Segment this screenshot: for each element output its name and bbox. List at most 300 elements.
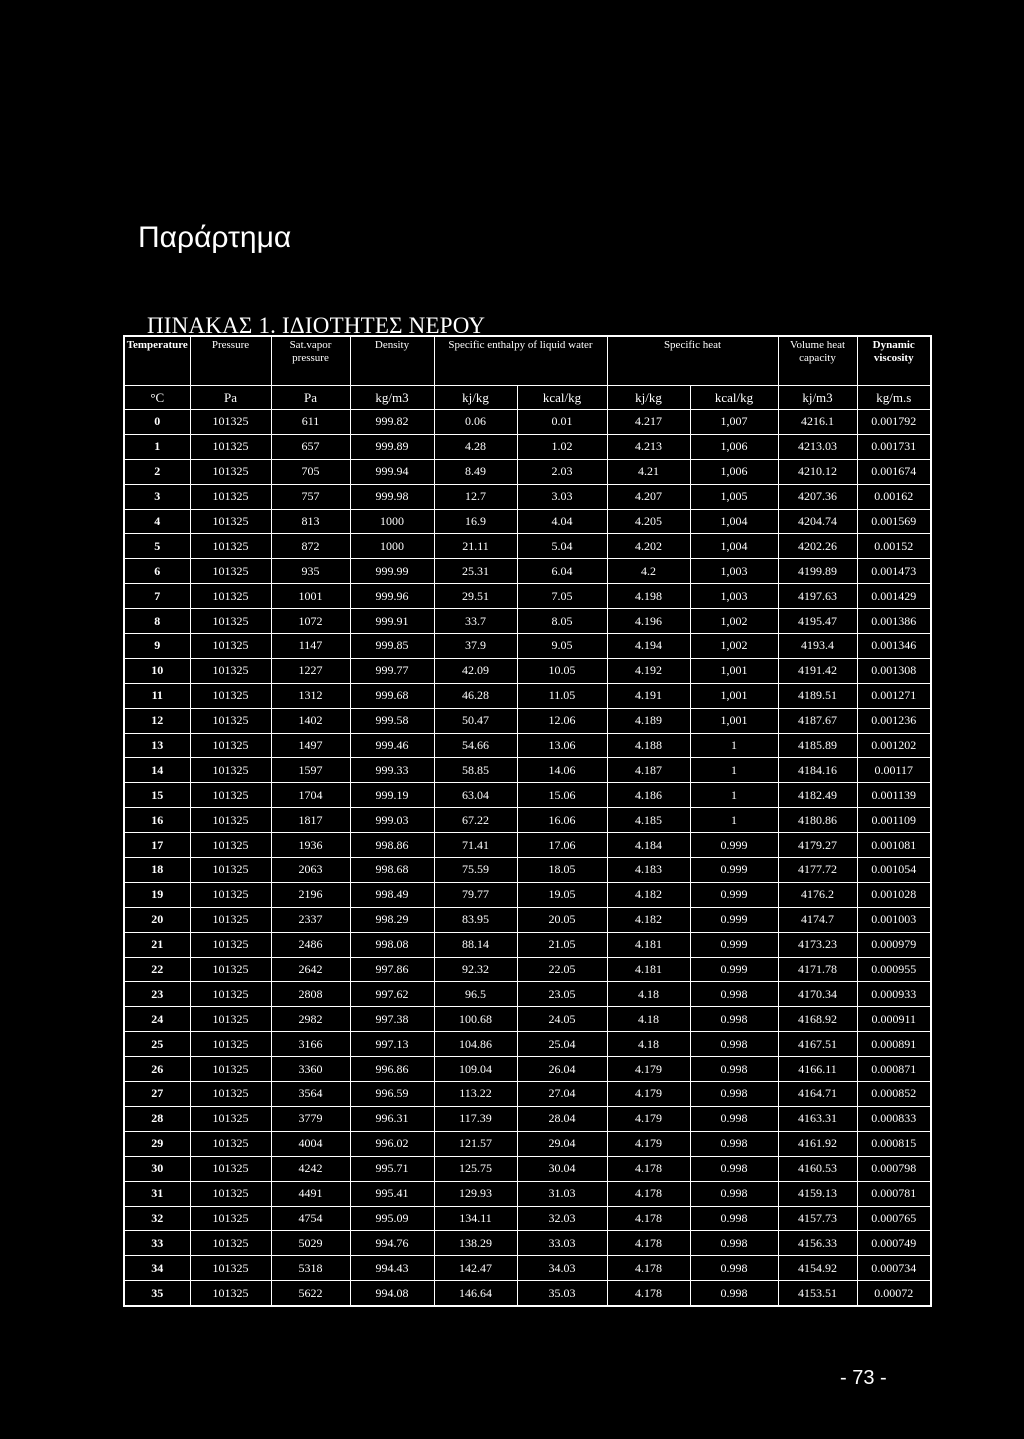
table-cell: 4193.4 [778,634,857,659]
table-row [124,907,931,932]
table-cell: 4242 [271,1156,350,1181]
table-cell: 4163.31 [778,1106,857,1131]
table-cell: 4.185 [607,808,690,833]
table-cell: 8 [124,609,190,634]
table-cell: 18.05 [517,858,607,883]
appendix-heading: Παράρτημα [138,221,292,254]
table-cell: 33 [124,1231,190,1256]
table-cell: 1 [690,783,778,808]
table-cell: 11.05 [517,683,607,708]
table-cell: 4204.74 [778,509,857,534]
table-cell: 101325 [190,932,271,957]
table-cell: 101325 [190,1156,271,1181]
table-cell: 2486 [271,932,350,957]
table-cell: 32 [124,1206,190,1231]
unit-cell: kj/kg [607,386,690,410]
table-cell: 18 [124,858,190,883]
table-cell: 0.00117 [857,758,931,783]
table-cell: 0.999 [690,932,778,957]
table-cell: 2063 [271,858,350,883]
table-cell: 998.68 [350,858,434,883]
table-cell: 999.96 [350,584,434,609]
table-cell: 996.31 [350,1106,434,1131]
table-cell: 29.04 [517,1131,607,1156]
table-cell: 0.000911 [857,1007,931,1032]
table-cell: 0.001386 [857,609,931,634]
table-cell: 0.998 [690,1156,778,1181]
table-cell: 1227 [271,658,350,683]
table-cell: 8.49 [434,459,517,484]
table-cell: 4160.53 [778,1156,857,1181]
table-row [124,1007,931,1032]
table-cell: 88.14 [434,932,517,957]
table-cell: 1147 [271,634,350,659]
table-cell: 1,002 [690,609,778,634]
table-cell: 22 [124,957,190,982]
table-cell: 30.04 [517,1156,607,1181]
table-cell: 0.000815 [857,1131,931,1156]
column-header: Specific enthalpy of liquid water [434,336,607,386]
table-cell: 23 [124,982,190,1007]
table-cell: 4.178 [607,1156,690,1181]
table-cell: 2.03 [517,459,607,484]
table-body [124,410,931,1307]
table-cell: 2 [124,459,190,484]
table-cell: 30 [124,1156,190,1181]
table-cell: 0.000781 [857,1181,931,1206]
table-cell: 999.03 [350,808,434,833]
table-cell: 1936 [271,833,350,858]
table-cell: 1,002 [690,634,778,659]
table-cell: 4491 [271,1181,350,1206]
table-cell: 2808 [271,982,350,1007]
table-cell: 1,004 [690,534,778,559]
table-row [124,634,931,659]
table-cell: 0.999 [690,907,778,932]
table-cell: 4187.67 [778,708,857,733]
table-row [124,708,931,733]
table-cell: 4.178 [607,1206,690,1231]
table-cell: 998.29 [350,907,434,932]
table-row [124,758,931,783]
unit-cell: kg/m3 [350,386,434,410]
table-cell: 0.000749 [857,1231,931,1256]
table-row [124,459,931,484]
table-cell: 0.001054 [857,858,931,883]
table-cell: 27 [124,1082,190,1107]
table-cell: 995.71 [350,1156,434,1181]
table-row [124,658,931,683]
table-cell: 134.11 [434,1206,517,1231]
table-cell: 997.86 [350,957,434,982]
table-cell: 101325 [190,634,271,659]
table-cell: 4213.03 [778,434,857,459]
table-cell: 4.213 [607,434,690,459]
header-row [124,336,931,386]
table-cell: 0.998 [690,1281,778,1306]
table-cell: 0.001346 [857,634,931,659]
table-cell: 7 [124,584,190,609]
table-row [124,1281,931,1306]
table-cell: 3564 [271,1082,350,1107]
table-cell: 28.04 [517,1106,607,1131]
table-cell: 1497 [271,733,350,758]
table-cell: 4199.89 [778,559,857,584]
table-cell: 813 [271,509,350,534]
column-header: Volume heat capacity [778,336,857,386]
table-cell: 0.001236 [857,708,931,733]
table-cell: 999.98 [350,484,434,509]
table-cell: 17.06 [517,833,607,858]
table-cell: 12 [124,708,190,733]
table-cell: 4210.12 [778,459,857,484]
table-cell: 5622 [271,1281,350,1306]
table-cell: 996.02 [350,1131,434,1156]
table-cell: 1,001 [690,708,778,733]
table-cell: 999.85 [350,634,434,659]
table-cell: 0.998 [690,1082,778,1107]
table-row [124,733,931,758]
table-row [124,957,931,982]
table-row [124,1231,931,1256]
table-cell: 1,005 [690,484,778,509]
table-row [124,1106,931,1131]
table-cell: 0.00152 [857,534,931,559]
table-cell: 4.04 [517,509,607,534]
table-cell: 4207.36 [778,484,857,509]
table-cell: 4191.42 [778,658,857,683]
table-cell: 4.196 [607,609,690,634]
table-row [124,559,931,584]
table-cell: 13.06 [517,733,607,758]
table-cell: 1 [690,758,778,783]
table-cell: 0.000798 [857,1156,931,1181]
table-cell: 15 [124,783,190,808]
column-header: Temperature [124,336,190,386]
table-cell: 1402 [271,708,350,733]
table-cell: 10.05 [517,658,607,683]
table-cell: 4.178 [607,1231,690,1256]
table-cell: 0.000765 [857,1206,931,1231]
table-cell: 101325 [190,1082,271,1107]
table-cell: 0.001139 [857,783,931,808]
table-cell: 1,003 [690,584,778,609]
table-cell: 4179.27 [778,833,857,858]
table-cell: 75.59 [434,858,517,883]
table-cell: 4177.72 [778,858,857,883]
table-cell: 4.198 [607,584,690,609]
table-cell: 0.000979 [857,932,931,957]
table-cell: 0.999 [690,957,778,982]
table-cell: 1.02 [517,434,607,459]
table-cell: 92.32 [434,957,517,982]
table-cell: 999.77 [350,658,434,683]
table-cell: 28 [124,1106,190,1131]
table-cell: 26 [124,1057,190,1082]
table-cell: 79.77 [434,882,517,907]
table-cell: 4.18 [607,1032,690,1057]
table-cell: 657 [271,434,350,459]
table-cell: 996.86 [350,1057,434,1082]
table-cell: 996.59 [350,1082,434,1107]
table-cell: 121.57 [434,1131,517,1156]
table-cell: 4.205 [607,509,690,534]
table-cell: 4.202 [607,534,690,559]
table-cell: 101325 [190,1007,271,1032]
table-cell: 25.04 [517,1032,607,1057]
table-row [124,1156,931,1181]
table-cell: 0.000833 [857,1106,931,1131]
table-cell: 1072 [271,609,350,634]
table-cell: 9.05 [517,634,607,659]
table-cell: 4.183 [607,858,690,883]
table-row [124,1057,931,1082]
unit-cell: kj/m3 [778,386,857,410]
table-cell: 20 [124,907,190,932]
table-cell: 4173.23 [778,932,857,957]
table-cell: 4.187 [607,758,690,783]
table-cell: 29.51 [434,584,517,609]
table-cell: 9 [124,634,190,659]
table-cell: 50.47 [434,708,517,733]
table-cell: 997.13 [350,1032,434,1057]
table-cell: 71.41 [434,833,517,858]
table-cell: 4202.26 [778,534,857,559]
table-cell: 3 [124,484,190,509]
table-cell: 999.82 [350,410,434,435]
table-cell: 1000 [350,534,434,559]
table-cell: 1000 [350,509,434,534]
table-cell: 0.001473 [857,559,931,584]
table-cell: 4.217 [607,410,690,435]
table-cell: 6.04 [517,559,607,584]
table-cell: 0.000891 [857,1032,931,1057]
table-cell: 101325 [190,833,271,858]
table-cell: 58.85 [434,758,517,783]
table-cell: 19.05 [517,882,607,907]
table-cell: 101325 [190,609,271,634]
table-row [124,410,931,435]
table-cell: 4.189 [607,708,690,733]
table-cell: 1704 [271,783,350,808]
table-cell: 101325 [190,658,271,683]
page-number: - 73 - [840,1367,887,1389]
table-cell: 4154.92 [778,1256,857,1281]
table-cell: 101325 [190,957,271,982]
table-cell: 101325 [190,1231,271,1256]
table-cell: 16.06 [517,808,607,833]
table-cell: 4.181 [607,932,690,957]
table-cell: 997.62 [350,982,434,1007]
table-cell: 5318 [271,1256,350,1281]
table-cell: 4.179 [607,1057,690,1082]
table-cell: 24.05 [517,1007,607,1032]
table-cell: 101325 [190,1131,271,1156]
table-cell: 5.04 [517,534,607,559]
table-cell: 19 [124,882,190,907]
table-cell: 109.04 [434,1057,517,1082]
units-row [124,386,931,410]
table-cell: 25 [124,1032,190,1057]
table-row [124,858,931,883]
table-cell: 101325 [190,509,271,534]
table-cell: 999.19 [350,783,434,808]
table-cell: 37.9 [434,634,517,659]
table-cell: 31 [124,1181,190,1206]
table-cell: 994.76 [350,1231,434,1256]
table-row [124,509,931,534]
unit-cell: kj/kg [434,386,517,410]
table-cell: 0.001081 [857,833,931,858]
table-cell: 4.184 [607,833,690,858]
table-cell: 100.68 [434,1007,517,1032]
table-cell: 4.2 [607,559,690,584]
table-cell: 0.000871 [857,1057,931,1082]
table-cell: 1,004 [690,509,778,534]
table-row [124,833,931,858]
table-cell: 67.22 [434,808,517,833]
table-cell: 14.06 [517,758,607,783]
table-cell: 0.999 [690,858,778,883]
table-cell: 101325 [190,882,271,907]
table-cell: 999.91 [350,609,434,634]
table-cell: 23.05 [517,982,607,1007]
table-cell: 4.28 [434,434,517,459]
table-row [124,584,931,609]
table-cell: 0.000955 [857,957,931,982]
table-cell: 16.9 [434,509,517,534]
unit-cell: kg/m.s [857,386,931,410]
table-cell: 101325 [190,1206,271,1231]
table-cell: 101325 [190,459,271,484]
table-cell: 0.000734 [857,1256,931,1281]
table-cell: 4.178 [607,1281,690,1306]
table-cell: 4.182 [607,882,690,907]
table-cell: 999.89 [350,434,434,459]
table-cell: 101325 [190,1181,271,1206]
table-cell: 101325 [190,1281,271,1306]
table-cell: 999.99 [350,559,434,584]
table-cell: 0.001308 [857,658,931,683]
table-cell: 101325 [190,534,271,559]
table-cell: 4.18 [607,982,690,1007]
unit-cell: °C [124,386,190,410]
table-cell: 4.18 [607,1007,690,1032]
table-cell: 101325 [190,907,271,932]
table-cell: 4164.71 [778,1082,857,1107]
table-row [124,1131,931,1156]
table-cell: 0.001202 [857,733,931,758]
table-row [124,783,931,808]
table-cell: 998.08 [350,932,434,957]
table-cell: 0.998 [690,1181,778,1206]
unit-cell: Pa [271,386,350,410]
table-cell: 757 [271,484,350,509]
table-cell: 1312 [271,683,350,708]
table-cell: 16 [124,808,190,833]
table-cell: 1 [124,434,190,459]
table-row [124,434,931,459]
table-cell: 13 [124,733,190,758]
table-cell: 5 [124,534,190,559]
table-cell: 26.04 [517,1057,607,1082]
table-cell: 998.86 [350,833,434,858]
table-cell: 101325 [190,858,271,883]
column-header: Dynamic viscosity [857,336,931,386]
table-cell: 1 [690,733,778,758]
table-cell: 998.49 [350,882,434,907]
table-cell: 15.06 [517,783,607,808]
table-cell: 4153.51 [778,1281,857,1306]
table-cell: 0.00072 [857,1281,931,1306]
table-cell: 4.178 [607,1181,690,1206]
table-cell: 4 [124,509,190,534]
table-cell: 4159.13 [778,1181,857,1206]
table-cell: 0.001731 [857,434,931,459]
table-cell: 20.05 [517,907,607,932]
table-row [124,534,931,559]
table-cell: 101325 [190,733,271,758]
table-cell: 3166 [271,1032,350,1057]
table-row [124,609,931,634]
table-cell: 4.21 [607,459,690,484]
table-cell: 0.001792 [857,410,931,435]
table-cell: 7.05 [517,584,607,609]
table-cell: 101325 [190,410,271,435]
table-row [124,1082,931,1107]
table-cell: 54.66 [434,733,517,758]
table-cell: 4184.16 [778,758,857,783]
table-cell: 4157.73 [778,1206,857,1231]
table-cell: 4180.86 [778,808,857,833]
table-cell: 4185.89 [778,733,857,758]
table-cell: 4182.49 [778,783,857,808]
table-cell: 117.39 [434,1106,517,1131]
table-cell: 4166.11 [778,1057,857,1082]
table-cell: 997.38 [350,1007,434,1032]
table-cell: 35 [124,1281,190,1306]
table-cell: 101325 [190,808,271,833]
table-row [124,1256,931,1281]
table-cell: 0.001569 [857,509,931,534]
table-cell: 2337 [271,907,350,932]
table-cell: 83.95 [434,907,517,932]
table-cell: 4.192 [607,658,690,683]
table-cell: 1001 [271,584,350,609]
table-cell: 4171.78 [778,957,857,982]
table-cell: 4174.7 [778,907,857,932]
table-cell: 142.47 [434,1256,517,1281]
table-cell: 994.43 [350,1256,434,1281]
table-cell: 4.186 [607,783,690,808]
table-cell: 104.86 [434,1032,517,1057]
table-cell: 27.04 [517,1082,607,1107]
table-cell: 24 [124,1007,190,1032]
table-cell: 34 [124,1256,190,1281]
table-cell: 611 [271,410,350,435]
table-cell: 4170.34 [778,982,857,1007]
table-cell: 32.03 [517,1206,607,1231]
water-properties-table [123,335,932,1307]
table-cell: 0.00162 [857,484,931,509]
table-cell: 0.001003 [857,907,931,932]
table-cell: 0.001271 [857,683,931,708]
table-cell: 0.999 [690,833,778,858]
table-cell: 21.11 [434,534,517,559]
table-cell: 1,003 [690,559,778,584]
table-cell: 101325 [190,1256,271,1281]
table-cell: 5029 [271,1231,350,1256]
